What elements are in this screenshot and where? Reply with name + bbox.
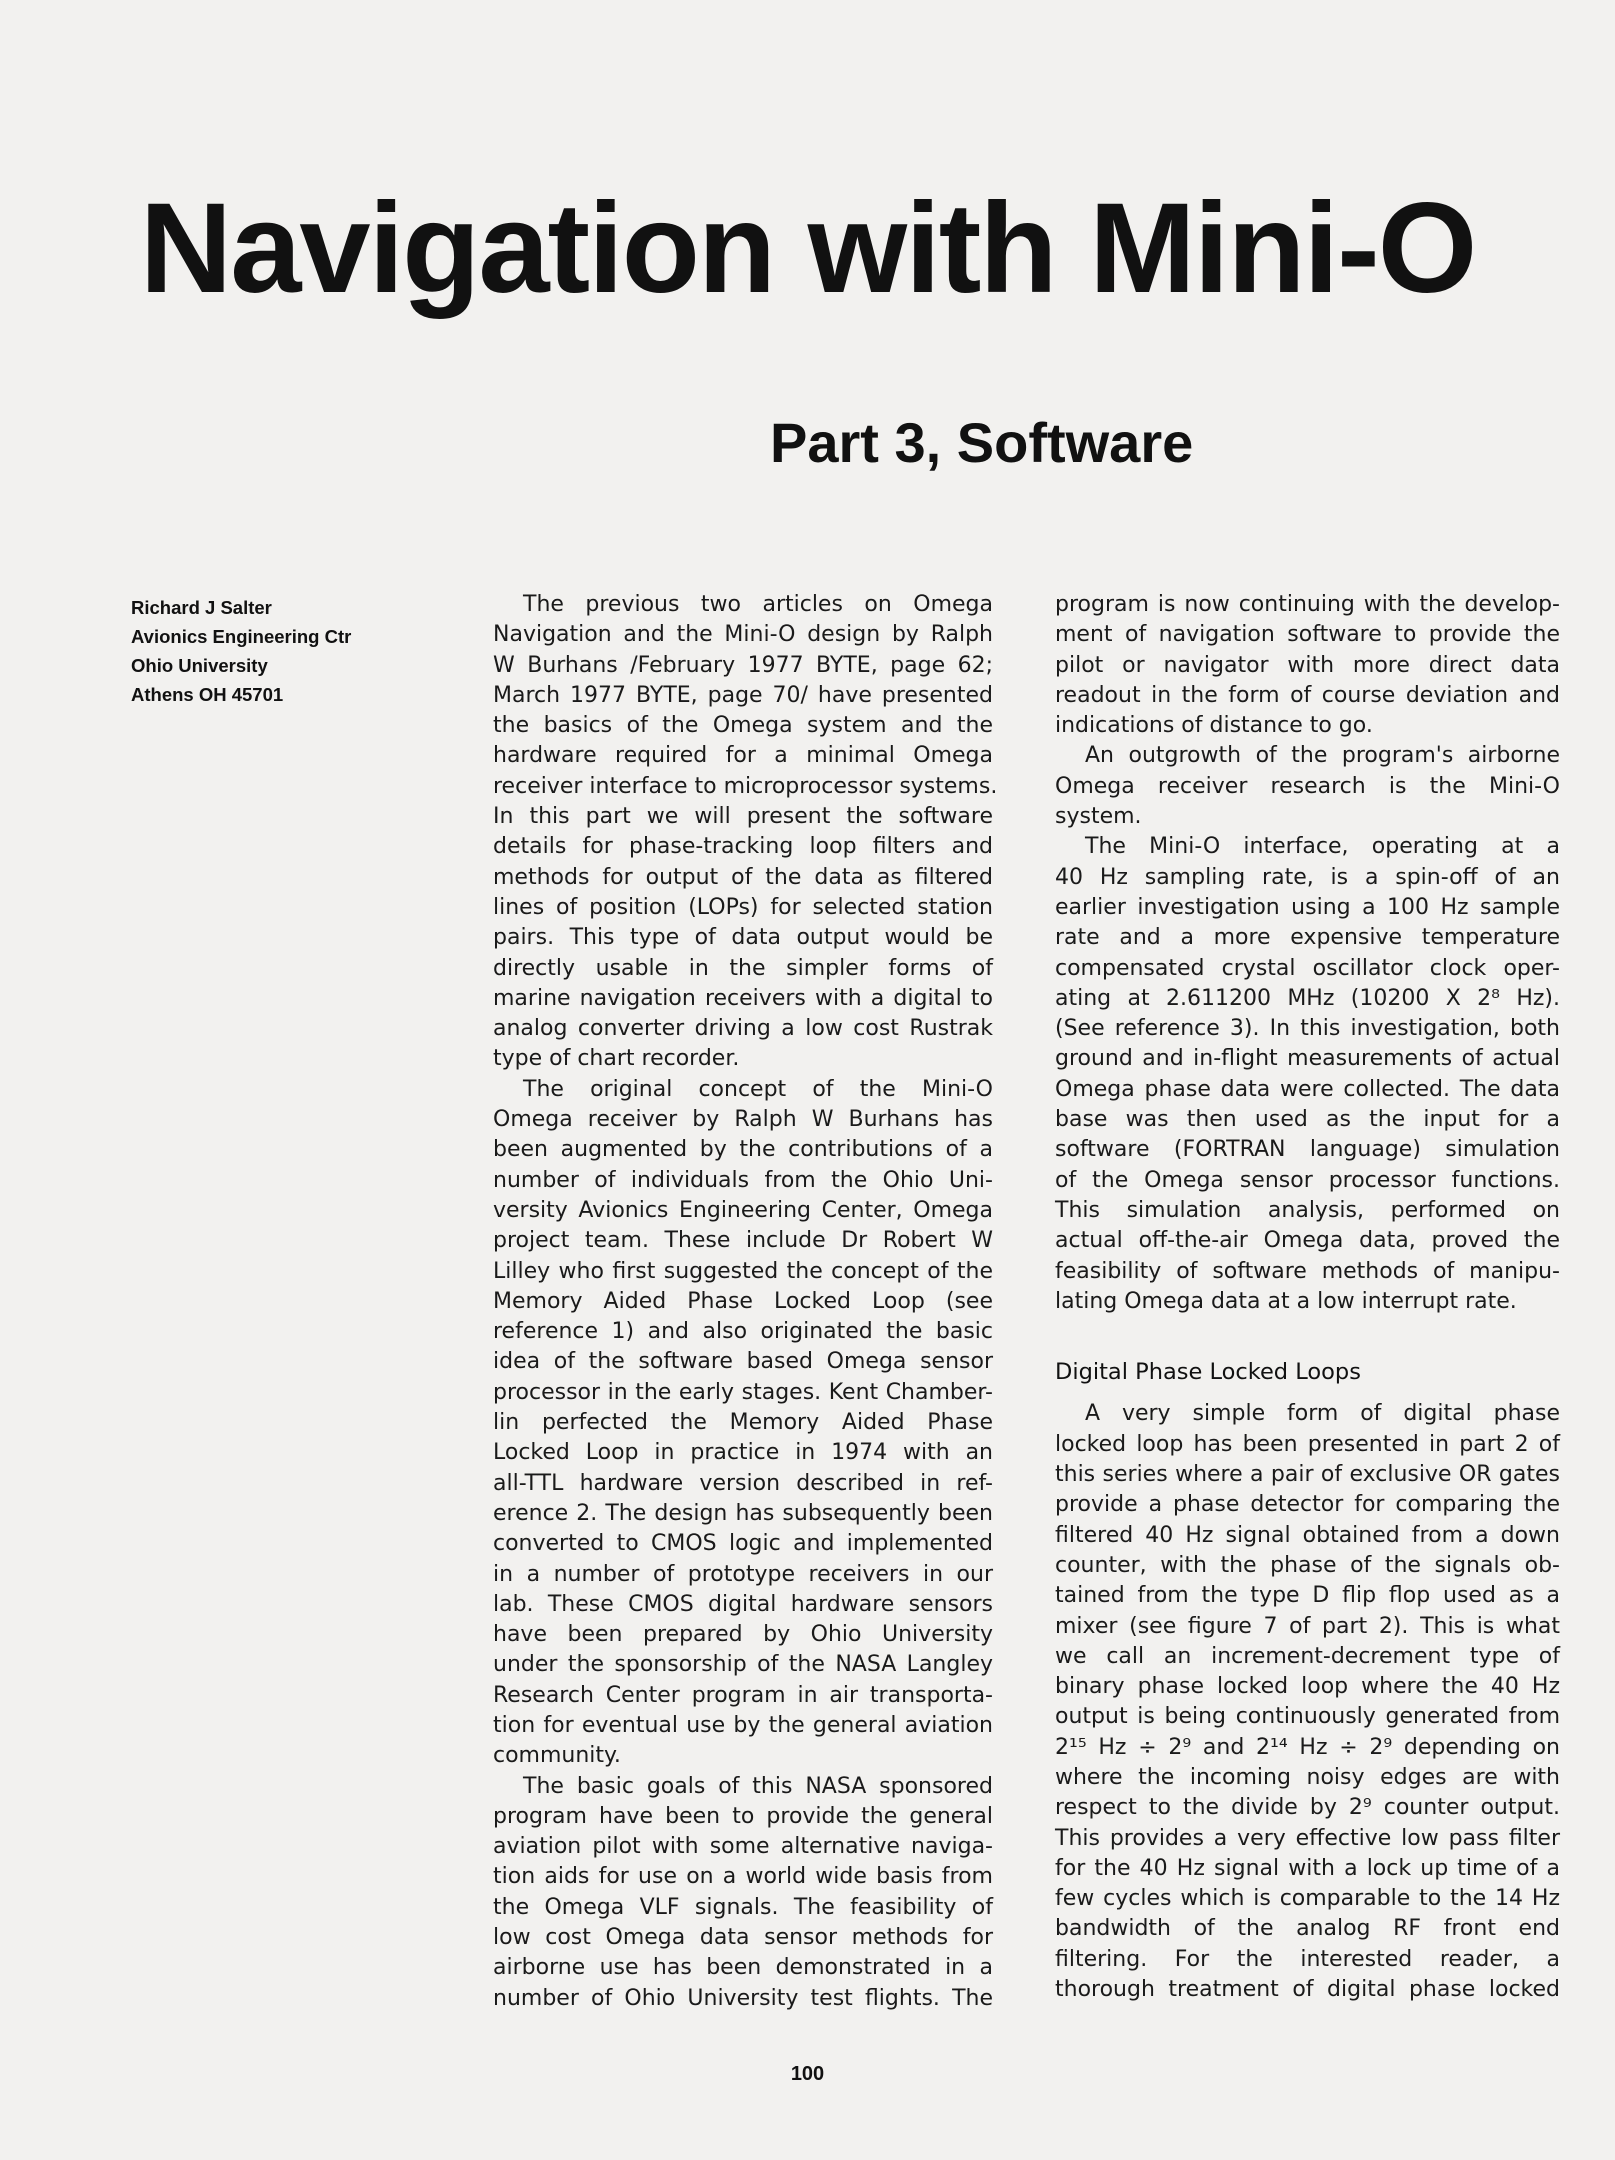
text-line: locked loop has been presented in part 2 of [1055,1431,1560,1457]
text-line: An outgrowth of the program's airborne [1085,743,1560,769]
author-institution: Ohio University [131,655,268,676]
text-line: Omega receiver research is the Mini-O [1055,773,1560,799]
text-line: counter, with the phase of the signals ob- [1055,1552,1560,1578]
text-line: tion for eventual use by the general aviation [493,1712,993,1738]
text-line: provide a phase detector for comparing the [1055,1492,1560,1518]
text-line: earlier investigation using a 100 Hz sample [1055,894,1560,920]
page-number: 100 [790,2063,825,2085]
text-line: aviation pilot with some alternative naviga- [493,1834,993,1860]
text-line: erence 2. The design has subsequently been [493,1500,993,1526]
text-line: lines of position (LOPs) for selected station [493,894,993,920]
text-line: Locked Loop in practice in 1974 with an [493,1440,993,1466]
text-line: Omega phase data were collected. The data [1055,1076,1560,1102]
author-byline [131,593,431,709]
text-line: tained from the type D flip flop used as a [1055,1583,1560,1609]
text-line: where the incoming noisy edges are with [1055,1764,1560,1790]
text-column-1 [493,590,998,2014]
text-line: pilot or navigator with more direct data [1055,652,1560,678]
text-line: W Burhans /February 1977 BYTE, page 62; [493,652,993,678]
text-line: the basics of the Omega system and the [493,713,993,739]
text-line: marine navigation receivers with a digital to [493,985,993,1011]
text-line: actual off-the-air Omega data, proved the [1055,1228,1560,1254]
text-line: program is now continuing with the develop- [1055,592,1560,617]
text-line: The basic goals of this NASA sponsored [523,1773,993,1799]
text-line: the Omega VLF signals. The feasibility of [493,1894,993,1920]
text-line: In this part we will present the software [493,804,993,830]
text-line: respect to the divide by 2⁹ counter output. [1055,1795,1560,1821]
text-line: processor in the early stages. Kent Chamber- [493,1379,993,1405]
text-line: bandwidth of the analog RF front end [1055,1916,1560,1942]
text-line: The Mini-O interface, operating at a [1085,834,1560,860]
text-line: The original concept of the Mini-O [523,1076,993,1102]
text-line: filtered 40 Hz signal obtained from a down [1055,1522,1560,1548]
text-column-2 [1055,590,1560,2005]
text-line: mixer (see figure 7 of part 2). This is what [1055,1613,1560,1639]
text-line: under the sponsorship of the NASA Langley [493,1652,993,1678]
text-line: of the Omega sensor processor functions. [1055,1167,1560,1193]
text-line: 2¹⁵ Hz ÷ 2⁹ and 2¹⁴ Hz ÷ 2⁹ depending on [1055,1734,1560,1760]
text-line: details for phase-tracking loop filters and [493,834,993,860]
column-2-section [1055,1399,1560,2005]
text-line: software (FORTRAN language) simulation [1055,1137,1560,1163]
text-line: airborne use has been demonstrated in a [493,1955,993,1981]
text-line: feasibility of software methods of manipu- [1055,1258,1560,1284]
text-line: we call an increment-decrement type of [1055,1643,1560,1669]
column-2-intro [1055,590,1560,1317]
text-line: filtering. For the interested reader, a [1055,1946,1560,1972]
text-line: 40 Hz sampling rate, is a spin-off of an [1055,864,1560,890]
text-line: been augmented by the contributions of a [493,1137,993,1163]
text-line: number of Ohio University test flights. The [493,1985,993,2011]
text-line: receiver interface to microprocessor systems. [493,773,998,799]
text-line: Omega receiver by Ralph W Burhans has [493,1107,993,1133]
text-line: have been prepared by Ohio University [493,1622,993,1648]
text-line: The previous two articles on Omega [523,592,993,617]
text-line: project team. These include Dr Robert W [493,1228,993,1254]
text-line: lating Omega data at a low interrupt rate. [1055,1288,1517,1314]
text-line: March 1977 BYTE, page 70/ have presented [493,682,993,708]
section-heading: Digital Phase Locked Loops [1055,1359,1361,1386]
text-line: ating at 2.611200 MHz (10200 X 2⁸ Hz). [1055,985,1560,1011]
text-line: indications of distance to go. [1055,713,1373,739]
text-line: number of individuals from the Ohio Uni- [493,1167,993,1193]
text-line: This simulation analysis, performed on [1055,1197,1560,1223]
text-line: Navigation and the Mini-O design by Ralph [493,622,993,648]
text-line: output is being continuously generated from [1055,1704,1560,1730]
page-title: Navigation with Mini-O [139,177,1476,320]
text-line: Memory Aided Phase Locked Loop (see [493,1288,993,1314]
text-line: in a number of prototype receivers in our [493,1561,993,1587]
text-line: lin perfected the Memory Aided Phase [493,1410,993,1436]
text-line: ground and in-flight measurements of actual [1055,1046,1560,1072]
text-line: hardware required for a minimal Omega [493,743,993,769]
text-line: community. [493,1743,621,1769]
text-line: tion aids for use on a world wide basis from [493,1864,993,1890]
text-line: reference 1) and also originated the basic [493,1319,993,1345]
text-line: idea of the software based Omega sensor [493,1349,993,1375]
text-line: methods for output of the data as filtered [493,864,993,890]
article-subtitle: Part 3, Software [770,411,1194,474]
text-line: converted to CMOS logic and implemented [493,1531,993,1557]
text-line: Research Center program in air transporta- [493,1682,993,1708]
text-line: lab. These CMOS digital hardware sensors [493,1591,993,1617]
text-line: readout in the form of course deviation and [1055,682,1560,708]
text-line: all-TTL hardware version described in ref- [493,1470,993,1496]
text-line: ment of navigation software to provide the [1055,622,1560,648]
author-affiliation: Avionics Engineering Ctr [131,626,352,647]
text-line: rate and a more expensive temperature [1055,925,1560,951]
text-line: for the 40 Hz signal with a lock up time of a [1055,1855,1560,1881]
text-line: this series where a pair of exclusive OR gates [1055,1462,1560,1488]
text-line: (See reference 3). In this investigation, both [1055,1016,1560,1042]
text-line: few cycles which is comparable to the 14 Hz [1055,1886,1560,1912]
text-line: compensated crystal oscillator clock oper- [1055,955,1560,981]
author-name: Richard J Salter [131,597,272,618]
text-line: versity Avionics Engineering Center, Omega [493,1197,993,1223]
text-line: system. [1055,804,1142,830]
text-line: program have been to provide the general [493,1803,993,1829]
text-line: directly usable in the simpler forms of [493,955,993,981]
text-line: This provides a very effective low pass filter [1055,1825,1560,1851]
text-line: type of chart recorder. [493,1046,740,1072]
text-line: binary phase locked loop where the 40 Hz [1055,1674,1560,1700]
text-line: pairs. This type of data output would be [493,925,993,951]
text-line: analog converter driving a low cost Rustrak [493,1016,993,1042]
text-line: Lilley who first suggested the concept of the [493,1258,993,1284]
text-line: thorough treatment of digital phase locked [1055,1977,1560,2003]
text-line: low cost Omega data sensor methods for [493,1925,993,1951]
author-location: Athens OH 45701 [131,684,284,705]
text-line: base was then used as the input for a [1055,1107,1560,1133]
text-line: A very simple form of digital phase [1085,1401,1560,1427]
